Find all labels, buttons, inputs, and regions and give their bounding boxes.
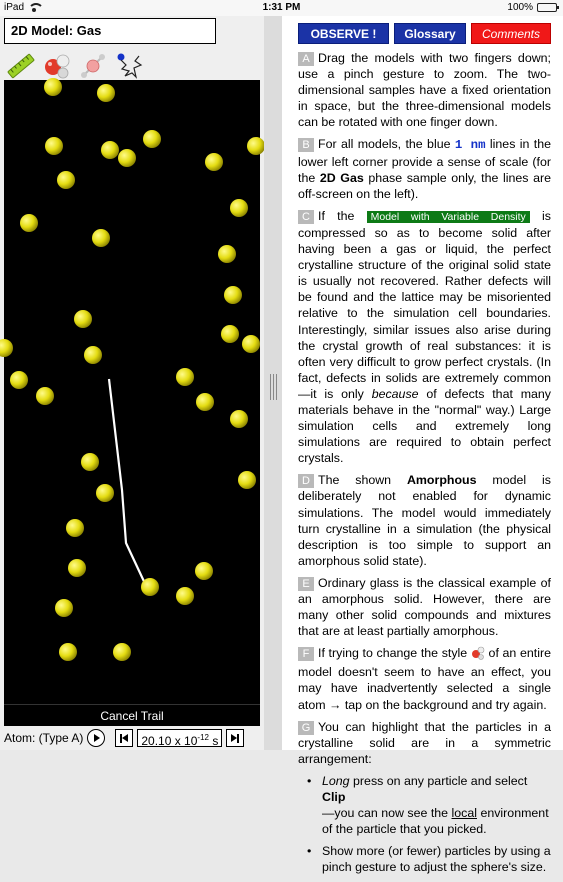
battery-percent: 100% xyxy=(507,2,533,13)
atom[interactable] xyxy=(68,559,86,577)
status-right xyxy=(507,2,557,13)
tab-comments[interactable]: Comments xyxy=(471,23,551,44)
paragraph-letter: B xyxy=(298,138,314,152)
atom[interactable] xyxy=(141,578,159,596)
atom[interactable] xyxy=(176,587,194,605)
info-panel xyxy=(282,16,563,875)
battery-icon xyxy=(537,3,557,12)
play-icon xyxy=(94,734,100,742)
atom[interactable] xyxy=(113,643,131,661)
status-time: 1:31 PM xyxy=(262,2,301,13)
atom[interactable] xyxy=(36,387,54,405)
atom[interactable] xyxy=(247,137,265,155)
atoms-group[interactable] xyxy=(0,78,265,661)
split-divider[interactable] xyxy=(264,16,282,750)
atom[interactable] xyxy=(20,214,38,232)
atom[interactable] xyxy=(238,471,256,489)
atom[interactable] xyxy=(92,229,110,247)
trail-icon[interactable] xyxy=(114,51,144,81)
paragraph-e: E Ordinary glass is the classical example of an amorphous solid. However, there are many other solid compounds and mixtures that are at least partially amorphous. xyxy=(298,575,551,639)
atom[interactable] xyxy=(218,245,236,263)
atom[interactable] xyxy=(10,371,28,389)
atom[interactable] xyxy=(101,141,119,159)
scale-label: 1 nm xyxy=(454,138,486,153)
paragraph-letter: G xyxy=(298,721,314,735)
step-back-button[interactable] xyxy=(115,729,133,747)
atom[interactable] xyxy=(45,137,63,155)
atom[interactable] xyxy=(55,599,73,617)
particle-trail xyxy=(109,379,148,590)
atom[interactable] xyxy=(97,84,115,102)
paragraph-d: D The shown Amorphous model is deliberately not enabled for dynamic simulations. The model would immediately turn crystalline in a simulation (the physical description is too simple to support an amorphous solid state). xyxy=(298,473,551,568)
atom[interactable] xyxy=(59,643,77,661)
atom[interactable] xyxy=(176,368,194,386)
cancel-trail-button[interactable]: Cancel Trail xyxy=(4,704,260,726)
paragraph-letter: D xyxy=(298,474,314,488)
divider-grip-icon[interactable] xyxy=(268,374,278,400)
atom[interactable] xyxy=(74,310,92,328)
atom[interactable] xyxy=(242,335,260,353)
molecule-style-icon[interactable] xyxy=(42,51,72,81)
atom[interactable] xyxy=(0,339,13,357)
paragraph-a: A Drag the models with two fingers down; use a pinch gesture to zoom. The two-dimensional samples have a fixed orientation in space, but the three-dimensional models can be rotated with one finger down. xyxy=(298,51,551,130)
step-forward-icon xyxy=(237,734,239,743)
step-forward-button[interactable] xyxy=(226,729,244,747)
atom-type-label[interactable]: Atom: (Type A) xyxy=(4,731,84,745)
atom[interactable] xyxy=(230,410,248,428)
paragraph-letter: C xyxy=(298,210,314,224)
paragraph-letter: E xyxy=(298,577,314,591)
playback-controls xyxy=(0,726,264,750)
model-variable-density-link[interactable]: Model with Variable Density xyxy=(367,211,530,223)
tab-observe[interactable]: OBSERVE ! xyxy=(298,23,389,44)
atom[interactable] xyxy=(96,484,114,502)
tab-bar xyxy=(298,23,551,44)
atom[interactable] xyxy=(224,286,242,304)
paragraph-letter: A xyxy=(298,52,314,66)
observation-text xyxy=(298,50,551,882)
atom[interactable] xyxy=(195,562,213,580)
atom[interactable] xyxy=(66,519,84,537)
atom[interactable] xyxy=(81,453,99,471)
atom[interactable] xyxy=(84,346,102,364)
model-title[interactable]: 2D Model: Gas xyxy=(4,18,216,44)
atom-field[interactable] xyxy=(4,80,260,704)
paragraph-c: C If the Model with Variable Density is compressed so as to become solid after having been a gas or liquid, the perfect crystalline structure of the original solid state is usually not recovered. Rather defects will be found and the lattice may be misoriented relative to the simulation cell boundaries. Interestingly, similar issues also arise during the crystal growth of real substances: it is often very difficult to grow perfect crystals. (In fact, defects in solids are extremely common—it is only because of defects that many materials behave in the "normal" way.) Large simulation cells and extremely long simulations are required to obtain perfect crystals. xyxy=(298,208,552,466)
simulation-panel xyxy=(0,16,264,750)
style-molecule-icon xyxy=(471,646,485,664)
atom[interactable] xyxy=(205,153,223,171)
atom[interactable] xyxy=(221,325,239,343)
paragraph-letter: F xyxy=(298,647,314,661)
paragraph-f: F If trying to change the style of an entire model doesn't seem to have an effect, you may have inadvertently selected a single atom → tap on the background and try again. xyxy=(298,646,551,712)
tab-glossary[interactable]: Glossary xyxy=(394,23,466,44)
status-bar xyxy=(0,0,563,16)
paragraph-g: G You can highlight that the particles in a crystalline solid are in a symmetric arrangement: xyxy=(298,719,551,766)
play-button[interactable] xyxy=(87,729,105,747)
atom[interactable] xyxy=(143,130,161,148)
list-item: • Show more (or fewer) particles by using a pinch gesture to adjust the sphere's size. xyxy=(298,843,551,875)
atom[interactable] xyxy=(230,199,248,217)
atom-stick-icon[interactable] xyxy=(78,51,108,81)
atom[interactable] xyxy=(196,393,214,411)
simulation-canvas[interactable] xyxy=(4,80,260,704)
time-display: 20.10 x $10^{-12}$ s xyxy=(137,729,222,747)
list-item: • Long press on any particle and select Clip —you can now see the local environment of the particle that you picked. xyxy=(298,773,551,837)
device-name: iPad xyxy=(4,2,25,13)
atom[interactable] xyxy=(44,78,62,96)
paragraph-b: B For all models, the blue 1 nm lines in the lower left corner provide a sense of scale (for the 2D Gas phase sample only, the lines are off-screen on the left). xyxy=(298,137,551,201)
ruler-icon[interactable] xyxy=(6,51,36,81)
toolbar xyxy=(6,50,144,82)
atom[interactable] xyxy=(57,171,75,189)
atom[interactable] xyxy=(118,149,136,167)
